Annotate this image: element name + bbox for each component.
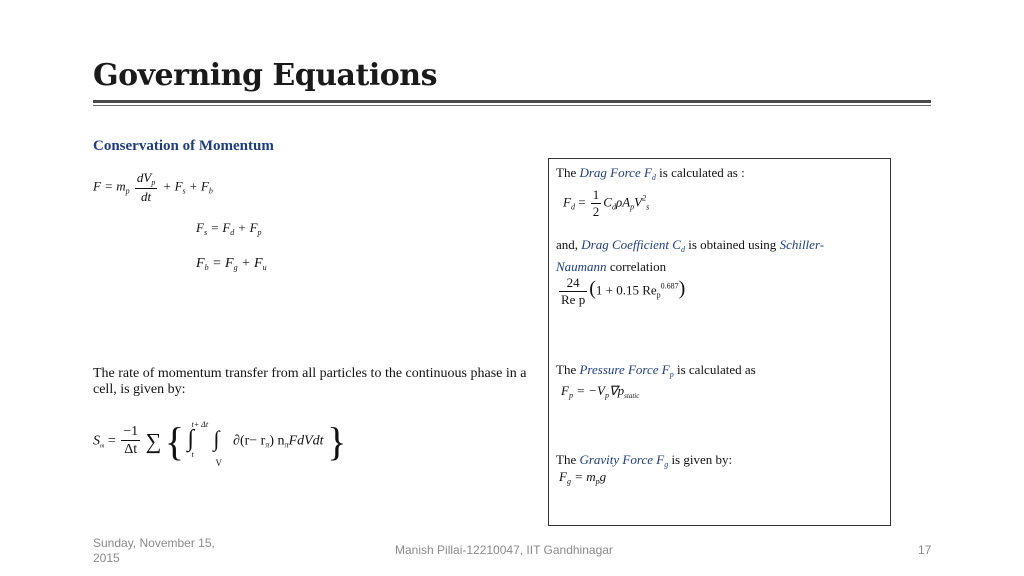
page-number: 17 xyxy=(918,543,932,557)
momentum-equation xyxy=(93,170,213,205)
fs-a-sub: s xyxy=(203,228,208,237)
coef-term-sub: d xyxy=(680,245,685,254)
int-v: V xyxy=(215,457,223,468)
gravity-post: is given by: xyxy=(668,452,733,467)
sum-symbol: ∑ xyxy=(145,428,162,454)
src-den: Δt xyxy=(124,442,138,458)
src-body2: ) n xyxy=(269,433,285,449)
pressure-term-sub: p xyxy=(669,370,674,379)
src-body: ∂(r− r xyxy=(233,433,266,449)
pressure-eq-p: ∇p xyxy=(608,383,625,398)
pressure-eq-f-sub: p xyxy=(568,391,573,400)
gravity-eq-m-sub: p xyxy=(595,477,600,486)
drag-intro-pre: The xyxy=(556,165,580,180)
footer-date xyxy=(93,536,215,566)
drag-eq-lhs-sub: d xyxy=(570,202,575,212)
coef-paren-sub: p xyxy=(656,290,661,300)
drag-eq-v-sub: s xyxy=(646,202,650,212)
gravity-eq-g: g xyxy=(599,469,607,484)
fb-equation xyxy=(196,256,267,272)
drag-eq-v: V xyxy=(634,194,643,210)
src-s: S xyxy=(93,433,100,449)
fs-c: + F xyxy=(234,220,258,235)
source-term-equation xyxy=(93,418,347,468)
gravity-eq-f-sub: g xyxy=(566,477,571,486)
eq-rhs-2: + F xyxy=(188,178,209,194)
coef-link2: Naumann xyxy=(556,259,607,274)
src-fraction xyxy=(121,424,140,460)
coef-den: Re p xyxy=(561,291,586,307)
drag-intro xyxy=(556,165,745,182)
fb-b-sub: g xyxy=(233,263,238,272)
pressure-eq-f: F xyxy=(561,383,569,398)
forces-panel xyxy=(548,158,891,526)
coef-paren: 1 + 0.15 Re xyxy=(595,282,657,298)
section-heading: Conservation of Momentum xyxy=(93,138,274,154)
left-brace: { xyxy=(164,419,185,464)
slide-title: Governing Equations xyxy=(93,58,437,93)
eq-lhs-sub: p xyxy=(125,186,130,196)
drag-eq-c-sub: d xyxy=(611,202,616,212)
pressure-eq-p-sub: static xyxy=(624,392,640,400)
integral-symbol: ∫ xyxy=(187,425,195,452)
int-lower: t xyxy=(191,449,194,459)
fs-b-sub: d xyxy=(230,228,235,237)
drag-eq-rho-a: ρA xyxy=(615,194,631,210)
coef-frac xyxy=(559,275,587,308)
src-num: −1 xyxy=(121,424,140,442)
drag-eq-den: 2 xyxy=(592,203,600,219)
pressure-post: is calculated as xyxy=(673,362,756,377)
fb-a-sub: b xyxy=(204,263,209,272)
fb-c: + F xyxy=(237,256,263,271)
src-body3: FdVdt xyxy=(288,433,324,449)
drag-term: Drag Force F xyxy=(579,165,652,180)
gravity-equation xyxy=(559,469,606,486)
drag-eq-lhs: F xyxy=(563,194,571,210)
drag-term-sub: d xyxy=(651,173,656,182)
fs-c-sub: p xyxy=(257,228,262,237)
eq-num-sub: p xyxy=(151,178,156,187)
coef-paren-sup: 0.687 xyxy=(660,281,679,291)
eq-rhs-1-sub: s xyxy=(182,186,186,196)
src-body2-sub: π xyxy=(284,440,289,450)
gravity-eq-f: F xyxy=(559,469,567,484)
src-s-sub: m xyxy=(100,443,105,450)
drag-intro-post: is calculated as : xyxy=(655,165,745,180)
coef-num: 24 xyxy=(559,275,587,292)
right-brace: } xyxy=(327,419,347,464)
drag-eq-num: 1 xyxy=(592,187,600,202)
coef-rparen: ) xyxy=(678,277,686,300)
fb-a: F xyxy=(196,256,205,271)
coef-term: Drag Coefficient C xyxy=(581,237,681,252)
drag-eq-c: C xyxy=(603,194,612,210)
eq-num-text: dV xyxy=(136,170,152,185)
pressure-pre: The xyxy=(556,362,580,377)
footer-date-line1: Sunday, November 15, xyxy=(93,536,215,550)
integral-block xyxy=(187,419,230,468)
title-rule-thin xyxy=(93,105,931,106)
coef-link1: Schiller- xyxy=(779,237,825,252)
eq-frac-den: dt xyxy=(141,188,152,204)
momentum-transfer-text: The rate of momentum transfer from all particles to the continuous phase in a cell, is given by: xyxy=(93,366,527,397)
drag-eq-v-sup: 2 xyxy=(642,193,647,203)
integral-symbol-2: ∫ xyxy=(213,425,220,451)
drag-eq-equals: = xyxy=(578,194,586,210)
footer-author: Manish Pillai-12210047, IIT Gandhinagar xyxy=(395,543,613,557)
pressure-intro xyxy=(556,362,756,379)
title-rule-thick xyxy=(93,100,931,103)
coef-lparen: ( xyxy=(589,277,596,300)
src-eq-sign: = xyxy=(107,433,116,449)
int-upper: t+ Δt xyxy=(191,419,209,429)
eq-fraction xyxy=(135,170,157,205)
eq-frac-num xyxy=(135,170,157,189)
gravity-pre: The xyxy=(556,452,580,467)
footer-date-line2: 2015 xyxy=(93,551,120,565)
gravity-intro xyxy=(556,452,732,469)
fb-c-sub: u xyxy=(262,263,267,272)
drag-eq-frac xyxy=(591,187,602,220)
eq-lhs: F = m xyxy=(93,178,126,194)
src-body-sub: π xyxy=(265,440,270,450)
eq-rhs-1: + F xyxy=(162,178,183,194)
fs-b: = F xyxy=(207,220,231,235)
pressure-term: Pressure Force F xyxy=(579,362,670,377)
coef-pre: and, xyxy=(556,237,582,252)
fs-equation xyxy=(196,220,262,237)
pressure-equation xyxy=(561,383,639,400)
fb-b: = F xyxy=(208,256,234,271)
pressure-eq-v: = −V xyxy=(572,383,605,398)
drag-coef-text xyxy=(556,236,886,275)
gravity-eq-m: = m xyxy=(570,469,596,484)
drag-equation xyxy=(563,187,649,220)
fs-a: F xyxy=(196,220,204,235)
drag-eq-a-sub: p xyxy=(630,202,635,212)
coef-mid: is obtained using xyxy=(684,237,780,252)
pressure-eq-v-sub: p xyxy=(604,391,609,400)
gravity-term-sub: g xyxy=(664,460,669,469)
coef-equation xyxy=(557,275,685,308)
eq-rhs-2-sub: b xyxy=(208,186,213,196)
coef-post: correlation xyxy=(606,259,667,274)
gravity-term: Gravity Force F xyxy=(579,452,665,467)
